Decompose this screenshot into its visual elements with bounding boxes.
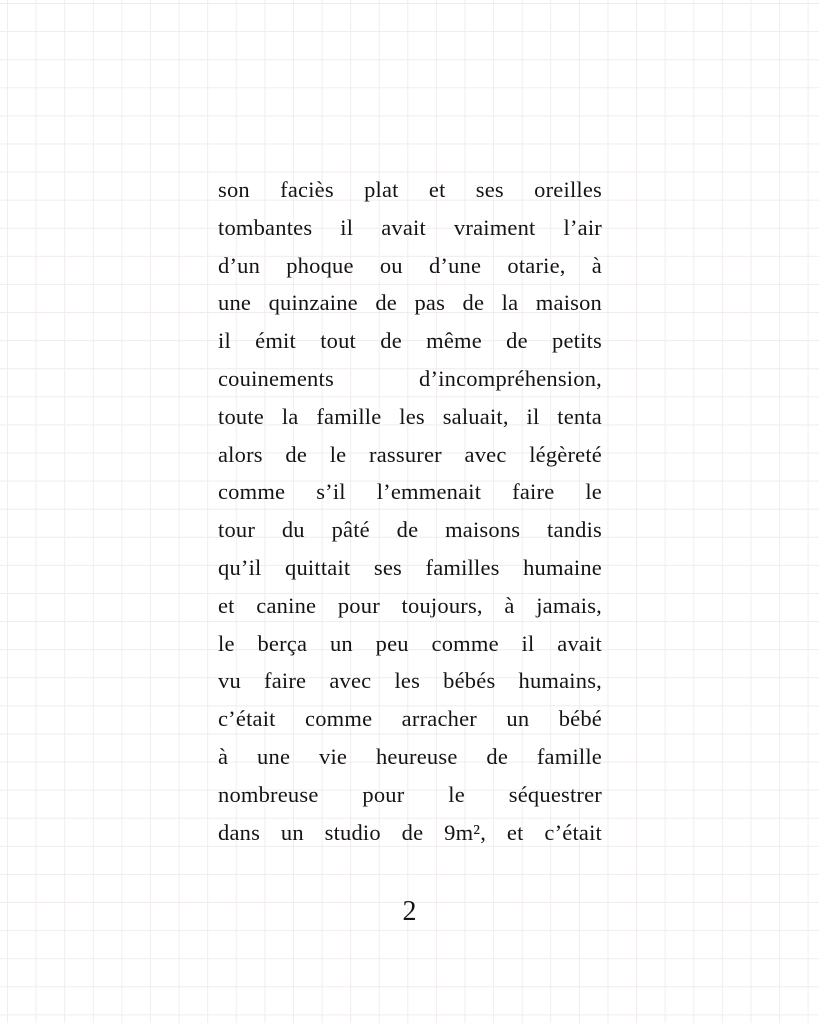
text-line: à une vie heureuse de famille xyxy=(218,743,602,769)
text-line: comme s’il l’emmenait faire le xyxy=(218,479,602,505)
text-line: tour du pâté de maisons tandis xyxy=(218,517,602,543)
text-line: vu faire avec les bébés humains, xyxy=(218,668,602,694)
text-line: d’un phoque ou d’une otarie, à xyxy=(218,252,602,278)
page-text xyxy=(218,171,602,851)
text-line: nombreuse pour le séquestrer xyxy=(218,781,602,807)
page-number: 2 xyxy=(402,896,417,927)
text-line: il émit tout de même de petits xyxy=(218,328,602,354)
text-line: son faciès plat et ses oreilles xyxy=(218,177,602,202)
text-line: alors de le rassurer avec légèreté xyxy=(218,441,602,467)
text-line: le berça un peu comme il avait xyxy=(218,630,602,656)
text-line: tombantes il avait vraiment l’air xyxy=(218,214,602,240)
text-line: dans un studio de 9m², et c’était xyxy=(218,819,602,845)
text-line: c’était comme arracher un bébé xyxy=(218,706,602,732)
text-line: une quinzaine de pas de la maison xyxy=(218,290,602,316)
text-line: toute la famille les saluait, il tenta xyxy=(218,403,602,429)
text-line: qu’il quittait ses familles humaine xyxy=(218,554,602,580)
text-line: et canine pour toujours, à jamais, xyxy=(218,592,602,618)
text-line: couinements d’incompréhension, xyxy=(218,365,602,391)
